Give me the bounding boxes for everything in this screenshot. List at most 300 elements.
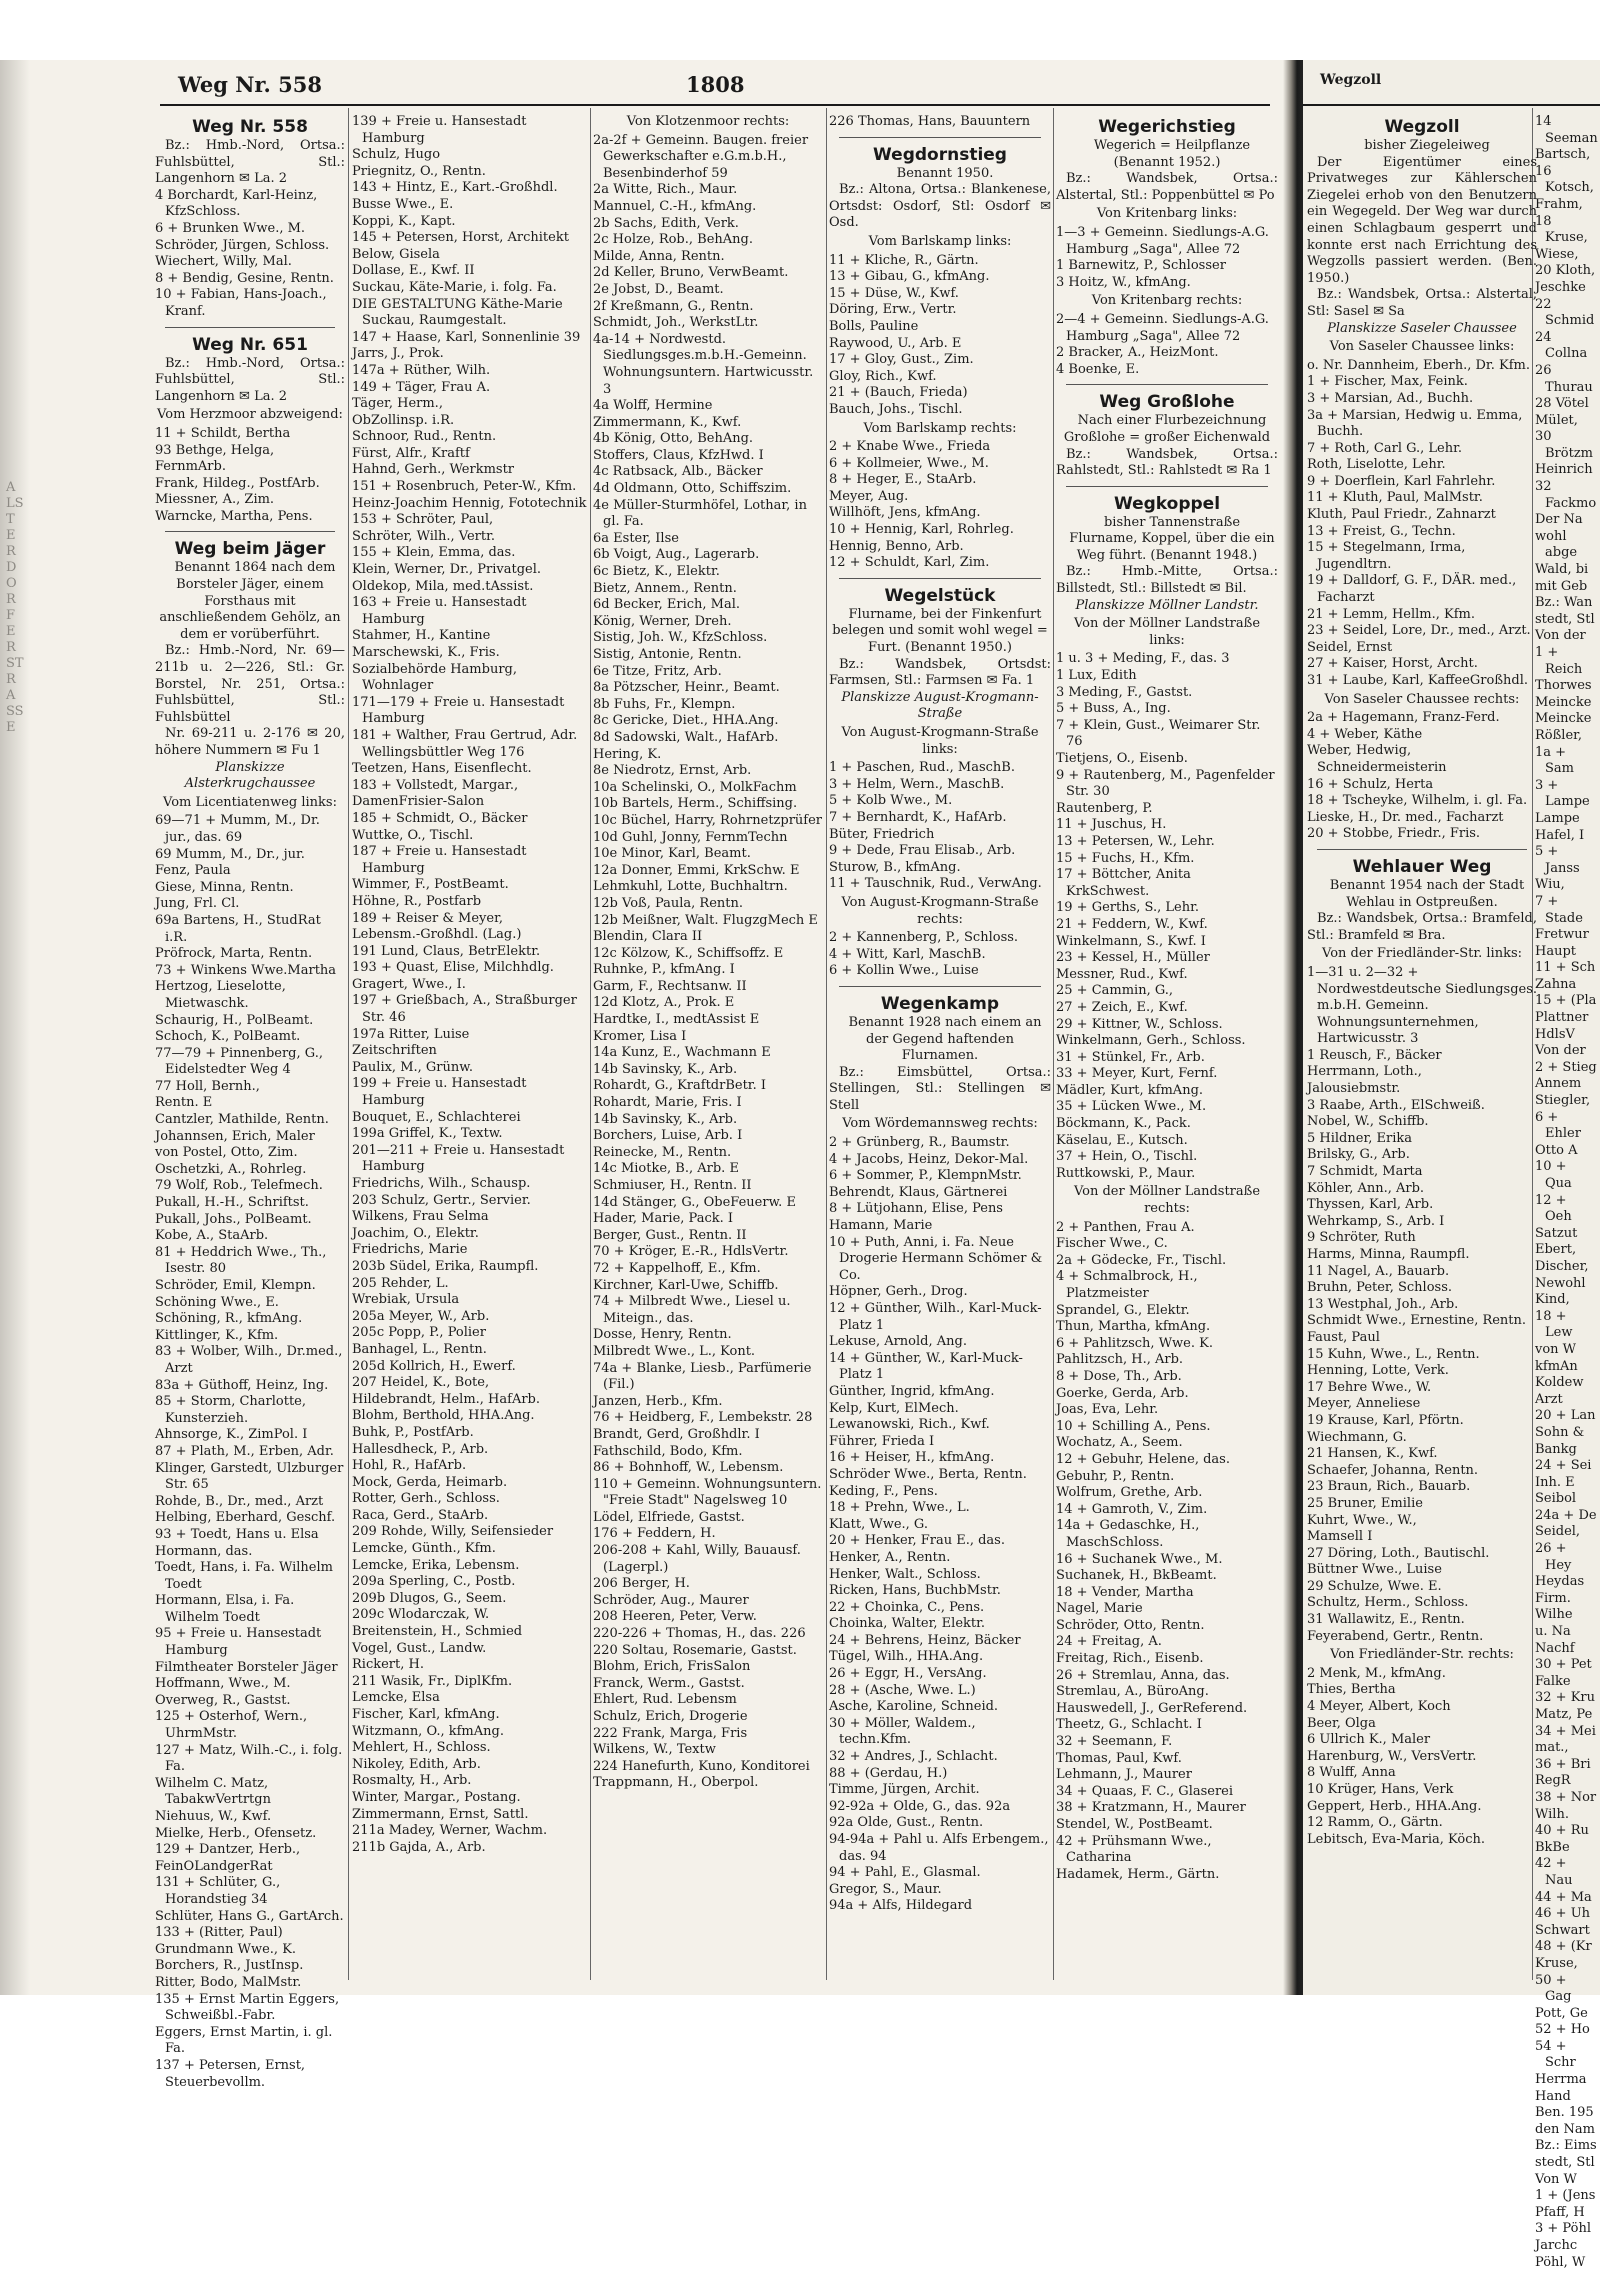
resident-entry: 18 + Vender, Martha xyxy=(1056,1584,1194,1600)
section-divider xyxy=(839,986,1041,987)
resident-entry: 14b Savinsky, K., Arb. xyxy=(593,1061,738,1077)
resident-entry: Tietjens, O., Eisenb. xyxy=(1056,751,1188,766)
resident-entry: 8 + Lütjohann, Elise, Pens xyxy=(829,1201,1003,1217)
resident-entry: Feyerabend, Gertr., Rentn. xyxy=(1307,1628,1484,1644)
resident-entry: 10 + Qua xyxy=(1535,1159,1572,1191)
resident-entry: 25 Bruner, Emilie xyxy=(1307,1495,1423,1511)
resident-entry: 2a-2f + Gemeinn. Baugen. freier Gewerkschafter e.G.m.b.H., Besenbinderhof 59 xyxy=(593,132,809,181)
resident-entry: 16 + Schulz, Herta xyxy=(1307,776,1434,792)
resident-entry: Banhagel, L., Rentn. xyxy=(352,1341,487,1357)
resident-entry: 32 Fackmo xyxy=(1535,479,1597,511)
resident-entry: 1 Barnewitz, P., Schlosser xyxy=(1056,258,1226,274)
street-intro: Bz.: Wandsbek, Ortsa.: Alstertal, Stl: Sasel ✉ Sa xyxy=(1307,287,1537,319)
resident-entry: 197 + Grießbach, A., Straßburger Str. 46 xyxy=(352,993,577,1026)
resident-entry: Bz.: Eims xyxy=(1535,2138,1597,2154)
resident-entry: Pröfrock, Marta, Rentn. xyxy=(155,946,313,962)
resident-entry: 27 + Zeich, E., Kwf. xyxy=(1056,999,1188,1015)
resident-entry: 3 Hoitz, W., kfmAng. xyxy=(1056,274,1191,290)
resident-list xyxy=(593,114,823,1792)
resident-entry: Gregor, S., Maur. xyxy=(829,1881,942,1897)
resident-entry: Hormann, Elsa, i. Fa. Wilhelm Toedt xyxy=(155,1593,295,1625)
resident-entry: 4 + Witt, Karl, MaschB. xyxy=(829,946,986,962)
resident-entry: 4b König, Otto, BehAng. xyxy=(593,431,754,447)
resident-entry: 10 Krüger, Hans, Verk xyxy=(1307,1782,1454,1797)
resident-entry: 12 + Schuldt, Karl, Zim. xyxy=(829,555,990,571)
resident-entry: Janzen, Herb., Kfm. xyxy=(593,1393,723,1409)
resident-list xyxy=(1056,206,1278,378)
resident-entry: 139 + Freie u. Hansestadt Hamburg xyxy=(352,114,527,146)
running-head-left: Weg Nr. 558 xyxy=(178,72,323,97)
resident-entry: Mület, xyxy=(1535,412,1578,428)
resident-entry: Freitag, Rich., Eisenb. xyxy=(1056,1651,1204,1667)
resident-entry: 4 Meyer, Albert, Koch xyxy=(1307,1699,1451,1715)
street-heading: Wehlauer Weg xyxy=(1352,856,1492,877)
resident-entry: Thun, Martha, kfmAng. xyxy=(1056,1319,1211,1335)
resident-entry: Herrmann, Loth., xyxy=(1307,1064,1422,1080)
resident-entry: Asche, Karoline, Schneid. xyxy=(829,1699,999,1715)
resident-entry: 87 + Plath, M., Erben, Adr. xyxy=(155,1443,334,1459)
resident-entry: Lemcke, Günth., Kfm. xyxy=(352,1541,496,1557)
resident-entry: 2a Witte, Rich., Maur. xyxy=(593,182,738,198)
resident-entry: 11 + Schildt, Bertha xyxy=(155,425,291,441)
resident-entry: Miessner, A., Zim. xyxy=(155,492,275,508)
resident-entry: 12c Kölzow, K., Schiffsoffz. E xyxy=(593,945,784,961)
resident-entry: Klein, Werner, Dr., Privatgel. xyxy=(352,562,542,578)
resident-entry: Kruse, xyxy=(1535,1955,1578,1971)
resident-entry: 12a Donner, Emmi, KrkSchw. E xyxy=(593,862,800,878)
resident-entry: Heydas xyxy=(1535,1574,1585,1590)
resident-entry: Herrma xyxy=(1535,2072,1587,2088)
resident-entry: Winkelmann, S., Kwf. I xyxy=(1056,933,1206,949)
resident-entry: Hohl, R., HafArb. xyxy=(352,1458,467,1474)
resident-entry: 16 + Suchanek Wwe., M. xyxy=(1056,1551,1223,1567)
resident-entry: Mannuel, C.-H., kfmAng. xyxy=(593,198,757,214)
resident-entry: 8 + Bendig, Gesine, Rentn. xyxy=(155,270,334,286)
resident-entry: 133 + (Ritter, Paul) xyxy=(155,1925,283,1941)
resident-entry: Lehmkuhl, Lotte, Buchhaltrn. xyxy=(593,879,788,895)
resident-entry: 171—179 + Freie u. Hansestadt Hamburg xyxy=(352,694,565,727)
resident-entry: 44 + Ma xyxy=(1535,1889,1592,1905)
resident-entry: 6 Ullrich K., Maler xyxy=(1307,1732,1431,1748)
street-intro: Bz.: Hmb.-Nord, Ortsa.: Fuhlsbüttel, Stl.: Langenhorn ✉ La. 2 xyxy=(155,355,345,404)
street-section xyxy=(829,114,1051,138)
resident-entry: 2 + Kannenberg, P., Schloss. xyxy=(829,930,1019,946)
resident-entry: Bauch, Johs., Tischl. xyxy=(829,401,963,417)
resident-entry: Firm. xyxy=(1535,1590,1571,1606)
column-5 xyxy=(1056,112,1278,1982)
resident-entry: 5 + Janss xyxy=(1535,844,1580,876)
resident-entry: Von der xyxy=(1535,628,1586,644)
resident-entry: Pfaff, H xyxy=(1535,2204,1585,2220)
resident-entry: Nachf xyxy=(1535,1640,1575,1656)
resident-entry: Stahmer, H., Kantine xyxy=(352,628,491,644)
resident-entry: Lampe xyxy=(1535,810,1580,826)
resident-entry: Schlüter, Hans G., GartArch. xyxy=(155,1908,344,1924)
resident-entry: Witzmann, O., kfmAng. xyxy=(352,1723,504,1739)
resident-entry: 18 + Tscheyke, Wilhelm, i. gl. Fa. xyxy=(1307,793,1528,809)
resident-entry: 26 + Stremlau, Anna, das. xyxy=(1056,1667,1230,1683)
resident-entry: 4d Oldmann, Otto, Schiffszim. xyxy=(593,481,792,497)
street-intro: Bz.: Wandsbek, Ortsa.: Bramfeld, Stl.: Bramfeld ✉ Bra. xyxy=(1307,911,1537,943)
resident-entry: Beer, Olga xyxy=(1307,1715,1376,1731)
resident-entry: Schmidt Wwe., Ernestine, Rentn. xyxy=(1307,1313,1527,1329)
resident-entry: Hoffmann, Wwe., M. xyxy=(155,1676,291,1692)
resident-entry: Döring, Erw., Vertr. xyxy=(829,302,957,318)
resident-entry: 69—71 + Mumm, M., Dr. jur., das. 69 xyxy=(155,813,320,845)
street-section xyxy=(155,116,345,328)
resident-entry: Rickert, H. xyxy=(352,1657,424,1673)
resident-entry: 15 + (Pla xyxy=(1535,993,1597,1009)
resident-entry: 21 + Lemm, Hellm., Kfm. xyxy=(1307,606,1475,622)
resident-entry: Sistig, Antonie, Rentn. xyxy=(593,647,742,662)
resident-entry: Inh. E xyxy=(1535,1474,1575,1490)
resident-entry: 12 Ramm, O., Gärtn. xyxy=(1307,1815,1443,1831)
street-heading: Wegelstück xyxy=(884,585,996,606)
resident-entry: Suckau, Käte-Marie, i. folg. Fa. xyxy=(352,279,557,295)
resident-entry: Wolfrum, Grethe, Arb. xyxy=(1056,1485,1203,1501)
resident-entry: 38 + Nor xyxy=(1535,1789,1597,1805)
street-intro: bisher Ziegeleiweg xyxy=(1364,138,1490,153)
resident-entry: 77 Holl, Bernh., xyxy=(155,1078,260,1094)
street-intro: Flurname, bei der Finkenfurt belegen und somit wohl wegel = Furt. (Benannt 1950.) xyxy=(832,606,1048,656)
resident-entry: Mädler, Kurt, kfmAng. xyxy=(1056,1082,1204,1098)
resident-entry: 4 Boenke, E. xyxy=(1056,361,1140,377)
left-margin-marks: ALSTERDORFERSTRASSE xyxy=(6,480,24,735)
resident-entry: 37 + Hein, O., Tischl. xyxy=(1056,1149,1198,1165)
resident-entry: Roth, Liselotte, Lehr. xyxy=(1307,457,1446,473)
resident-entry: 11 + Juschus, H. xyxy=(1056,817,1167,833)
resident-entry: 10a Schelinski, O., MolkFachm xyxy=(593,779,797,795)
resident-entry: 163 + Freie u. Hansestadt Hamburg xyxy=(352,595,527,627)
resident-entry: Käselau, E., Kutsch. xyxy=(1056,1132,1188,1148)
resident-entry: BkBe xyxy=(1535,1839,1570,1855)
resident-entry: Stremlau, A., BüroAng. xyxy=(1056,1684,1209,1700)
resident-entry: 19 + Gerths, S., Lehr. xyxy=(1056,900,1199,916)
column-rule xyxy=(590,108,591,1980)
resident-entry: Köhler, Ann., Arb. xyxy=(1307,1180,1425,1196)
resident-entry: 129 + Dantzer, Herb., xyxy=(155,1842,301,1858)
resident-entry: 48 + (Kr xyxy=(1535,1939,1592,1955)
resident-entry: Von der xyxy=(1535,1043,1586,1059)
street-heading: Weg Großlohe xyxy=(1099,392,1235,413)
direction-heading: Von der Friedländer-Str. links: xyxy=(1322,946,1522,962)
resident-entry: 30 + Pet xyxy=(1535,1657,1592,1673)
resident-entry: Schoch, K., PolBeamt. xyxy=(155,1029,301,1045)
resident-entry: 3 + Lampe xyxy=(1535,777,1590,810)
resident-list xyxy=(155,407,345,525)
direction-heading: Planskizze Alsterkrugchaussee xyxy=(184,759,316,792)
resident-entry: Buhk, P., PostfArb. xyxy=(352,1424,474,1440)
resident-entry: 18 Kruse, xyxy=(1535,213,1588,246)
resident-entry: Hadamek, Herm., Gärtn. xyxy=(1056,1866,1220,1882)
resident-entry: 12b Voß, Paula, Rentn. xyxy=(593,895,744,911)
resident-entry: Wiechmann, G. xyxy=(1307,1429,1407,1445)
resident-entry: Stendel, W., PostBeamt. xyxy=(1056,1817,1213,1832)
street-intro: Der Eigentümer eines Privatweges zur Kählerschen Ziegelei erhob von den Benutzern ein Wegegeld. Der Weg war durch einen Schlagbaum gesperrt und konnte erst nach Errichtung des Wegzolls passiert werden. (Ben. 1950.) xyxy=(1307,154,1537,286)
resident-entry: 92a Olde, Gust., Rentn. xyxy=(829,1815,984,1831)
resident-entry: 32 + Andres, J., Schlacht. xyxy=(829,1749,998,1765)
resident-entry: Otto A xyxy=(1535,1142,1578,1158)
resident-entry: 12 + Oeh xyxy=(1535,1192,1572,1225)
resident-entry: Pukall, H.-H., Schriftst. xyxy=(155,1195,309,1211)
resident-entry: 6b Voigt, Aug., Lagerarb. xyxy=(593,547,760,563)
resident-entry: Tügel, Wilh., HHA.Ang. xyxy=(829,1649,984,1665)
resident-entry: Suchanek, H., BkBeamt. xyxy=(1056,1568,1217,1584)
resident-entry: Thorwes xyxy=(1535,678,1592,694)
resident-entry: 8b Fuhs, Fr., Klempn. xyxy=(593,696,736,712)
direction-heading: Von Saseler Chaussee rechts: xyxy=(1324,691,1520,707)
resident-entry: 2a + Gödecke, Fr., Tischl. xyxy=(1056,1252,1227,1268)
resident-entry: 24 + Sei xyxy=(1535,1458,1592,1474)
resident-entry: 147a + Rüther, Wilh. xyxy=(352,362,491,378)
column-7 xyxy=(1535,112,1598,2270)
resident-entry: Rosmalty, H., Arb. xyxy=(352,1773,472,1789)
resident-entry: Henker, A., Rentn. xyxy=(829,1549,951,1565)
section-divider xyxy=(1317,849,1527,850)
resident-entry: 205d Kollrich, H., Ewerf. xyxy=(352,1358,516,1374)
resident-entry: 208 Heeren, Peter, Verw. xyxy=(593,1609,757,1625)
resident-entry: 7 Schmidt, Marta xyxy=(1307,1164,1423,1180)
resident-entry: Schaefer, Johanna, Rentn. xyxy=(1307,1462,1479,1478)
resident-entry: Hormann, das. xyxy=(155,1543,253,1559)
resident-entry: Schmidt, Joh., WerkstLtr. xyxy=(593,315,759,331)
resident-entry: 15 + Stegelmann, Irma, Jugendltrn. xyxy=(1307,540,1466,572)
resident-entry: Vogel, Gust., Landw. xyxy=(352,1640,487,1656)
resident-entry: Brandt, Gerd, Großhdlr. I xyxy=(593,1426,760,1442)
resident-entry: Stoffers, Claus, KfzHwd. I xyxy=(593,447,764,463)
resident-entry: Joas, Eva, Lehr. xyxy=(1056,1402,1159,1418)
resident-entry: Pöhl, W xyxy=(1535,2254,1586,2270)
resident-entry: Overweg, R., Gastst. xyxy=(155,1692,291,1708)
resident-entry: den Nam xyxy=(1535,2121,1595,2137)
resident-entry: Böckmann, K., Pack. xyxy=(1056,1116,1191,1132)
resident-entry: Heinz-Joachim Hennig, Fototechnik xyxy=(352,495,587,511)
resident-entry: Lebitsch, Eva-Maria, Köch. xyxy=(1307,1831,1486,1847)
resident-entry: Heinrich xyxy=(1535,462,1593,478)
resident-entry: 3 + Pöhl xyxy=(1535,2221,1592,2237)
resident-entry: stedt, Stl xyxy=(1535,611,1595,627)
resident-entry: 6d Becker, Erich, Mal. xyxy=(593,597,741,613)
resident-entry: 211b Gajda, A., Arb. xyxy=(352,1839,486,1855)
resident-entry: Mehlert, H., Schloss. xyxy=(352,1740,491,1756)
resident-entry: Ruttkowski, P., Maur. xyxy=(1056,1165,1196,1181)
column-1 xyxy=(155,112,345,2090)
resident-entry: König, Werner, Dreh. xyxy=(593,613,732,629)
resident-entry: 77—79 + Pinnenberg, G., Eidelstedter Weg 4 xyxy=(155,1045,323,1078)
resident-entry: Sistig, Joh. W., KfzSchloss. xyxy=(593,630,768,646)
resident-entry: Ebert, xyxy=(1535,1242,1577,1258)
street-section xyxy=(1535,114,1597,2271)
resident-entry: 14b Savinsky, K., Arb. xyxy=(593,1111,738,1127)
resident-entry: 20 + Lan xyxy=(1535,1408,1596,1424)
resident-entry: Fischer Wwe., C. xyxy=(1056,1236,1168,1252)
street-section xyxy=(352,114,587,1856)
resident-entry: Pahlitzsch, H., Arb. xyxy=(1056,1352,1184,1368)
resident-entry: RegR xyxy=(1535,1773,1571,1789)
resident-entry: 74 + Milbredt Wwe., Liesel u. Miteign., das. xyxy=(593,1294,791,1326)
street-section xyxy=(593,114,823,1792)
resident-entry: Schröder, Otto, Rentn. xyxy=(1056,1617,1205,1633)
resident-entry: Harenburg, W., VersVertr. xyxy=(1307,1748,1477,1764)
resident-entry: Milbredt Wwe., L., Kont. xyxy=(593,1343,756,1359)
resident-entry: Winkelmann, Gerh., Schloss. xyxy=(1056,1033,1246,1049)
page-number: 1808 xyxy=(686,72,745,97)
resident-entry: Satzut xyxy=(1535,1225,1578,1241)
resident-entry: Büttner Wwe., Luise xyxy=(1307,1562,1442,1578)
resident-entry: Büter, Friedrich xyxy=(829,826,935,842)
resident-entry: 17 Behre Wwe., W. xyxy=(1307,1379,1432,1395)
resident-entry: 27 Döring, Loth., Bautischl. xyxy=(1307,1545,1490,1561)
resident-entry: Kittlinger, K., Kfm. xyxy=(155,1327,279,1343)
resident-entry: Jeschke xyxy=(1535,279,1586,295)
resident-entry: 209b Dlugos, G., Seem. xyxy=(352,1590,507,1606)
resident-entry: Arzt xyxy=(1535,1391,1563,1407)
resident-entry: Schröder, Emil, Klempn. xyxy=(155,1278,316,1293)
resident-entry: stedt, Stl xyxy=(1535,2155,1595,2171)
resident-entry: 1 + (Jens xyxy=(1535,2188,1596,2204)
resident-entry: Henker, Walt., Schloss. xyxy=(829,1566,981,1582)
street-intro: Nr. 69-211 u. 2-176 ✉ 20, höhere Nummern ✉ Fu 1 xyxy=(155,726,345,758)
resident-entry: 203b Südel, Erika, Raumpfl. xyxy=(352,1258,539,1274)
resident-entry: 137 + Petersen, Ernst, Steuerbevollm. xyxy=(155,2057,306,2090)
resident-entry: 32 + Kru xyxy=(1535,1690,1595,1706)
resident-entry: 206 Berger, H. xyxy=(593,1576,690,1592)
resident-entry: Jarchc xyxy=(1535,2238,1578,2253)
resident-entry: 42 + Prühsmann Wwe., Catharina xyxy=(1056,1833,1212,1866)
resident-entry: Thyssen, Karl, Arb. xyxy=(1307,1197,1434,1213)
resident-entry: 81 + Heddrich Wwe., Th., Isestr. 80 xyxy=(155,1244,327,1277)
resident-entry: Pott, Ge xyxy=(1535,2005,1588,2021)
resident-entry: 2c Holze, Rob., BehAng. xyxy=(593,232,753,248)
resident-entry: Sturow, B., kfmAng. xyxy=(829,859,961,875)
resident-entry: Jalousiebmstr. xyxy=(1307,1081,1401,1097)
column-6 xyxy=(1307,112,1537,1982)
resident-entry: 19 + Dalldorf, G. F., DÄR. med., Facharzt xyxy=(1307,573,1517,606)
resident-entry: Raywood, U., Arb. E xyxy=(829,335,962,351)
column-rule xyxy=(348,108,349,1980)
resident-list xyxy=(829,234,1051,572)
resident-entry: Fürst, Alfr., Kraftf xyxy=(352,445,470,461)
resident-entry: 4a-14 + Nordwestd. Siedlungsges.m.b.H.-Gemeinn. Wohnungsuntern. Hartwicusstr. 3 xyxy=(593,331,814,397)
resident-entry: Choinka, Walter, Elektr. xyxy=(829,1616,986,1632)
resident-list xyxy=(1535,114,1597,2271)
resident-entry: Blohm, Berthold, HHA.Ang. xyxy=(352,1408,535,1424)
resident-entry: Stiegler, xyxy=(1535,1093,1591,1109)
resident-entry: Ben. 195 xyxy=(1535,2105,1594,2121)
resident-entry: 201—211 + Freie u. Hansestadt Hamburg xyxy=(352,1142,565,1175)
street-heading: Wegerichstieg xyxy=(1098,117,1236,137)
resident-entry: 2b Sachs, Edith, Verk. xyxy=(593,215,739,231)
resident-entry: Schmiuser, H., Rentn. II xyxy=(593,1178,752,1193)
resident-entry: 21 + Feddern, W., Kwf. xyxy=(1056,916,1208,932)
resident-entry: Rohardt, G., KraftdrBetr. I xyxy=(593,1078,766,1094)
resident-entry: Von W xyxy=(1535,2171,1577,2187)
resident-entry: 24 Collna xyxy=(1535,329,1588,362)
resident-entry: 220 Soltau, Rosemarie, Gastst. xyxy=(593,1642,797,1658)
resident-entry: 15 Kuhn, Wwe., L., Rentn. xyxy=(1307,1346,1480,1362)
resident-entry: 8c Gericke, Diet., HHA.Ang. xyxy=(593,713,779,729)
resident-entry: 8d Sadowski, Walt., HafArb. xyxy=(593,729,779,745)
resident-entry: Hafel, I xyxy=(1535,827,1585,843)
street-heading: Wegdornstieg xyxy=(873,144,1007,165)
resident-entry: Hardtke, I., medtAssist E xyxy=(593,1012,760,1028)
resident-entry: Milde, Anna, Rentn. xyxy=(593,248,725,264)
resident-entry: Raca, Gerd., StaArb. xyxy=(352,1507,489,1523)
resident-entry: Meyer, Aug. xyxy=(829,488,909,504)
street-intro: Planskizze Saseler Chaussee xyxy=(1327,320,1517,336)
resident-entry: 10 + Puth, Anni, i. Fa. Neue Drogerie Hermann Schömer & Co. xyxy=(829,1234,1043,1283)
resident-entry: Geppert, Herb., HHA.Ang. xyxy=(1307,1798,1482,1814)
street-intro: Planskizze Möllner Landstr. xyxy=(1075,597,1259,613)
resident-entry: 69 Mumm, M., Dr., jur. xyxy=(155,846,305,862)
resident-entry: Kluth, Paul Friedr., Zahnarzt xyxy=(1307,507,1496,523)
resident-entry: 31 + Stünkel, Fr., Arb. xyxy=(1056,1049,1205,1065)
resident-entry: Harms, Minna, Raumpfl. xyxy=(1307,1247,1470,1262)
resident-entry: Haupt xyxy=(1535,943,1577,959)
resident-entry: Breitenstein, H., Schmied xyxy=(352,1624,523,1640)
resident-entry: Franck, Werm., Gastst. xyxy=(593,1675,745,1691)
resident-entry: 10 + Schilling A., Pens. xyxy=(1056,1418,1211,1434)
resident-entry: 185 + Schmidt, O., Bäcker xyxy=(352,810,528,826)
resident-entry: 1a + Sam xyxy=(1535,744,1574,777)
street-intro: Nach einer Flurbezeichnung Großlohe = großer Eichenwald xyxy=(1063,413,1271,445)
resident-entry: 2 + Panthen, Frau A. xyxy=(1056,1219,1195,1235)
resident-entry: Filmtheater Borsteler Jäger xyxy=(155,1659,338,1675)
resident-entry: 2—4 + Gemeinn. Siedlungs-A.G. Hamburg „Saga", Allee 72 xyxy=(1056,311,1269,344)
resident-entry: Hallesdheck, P., Arb. xyxy=(352,1441,489,1457)
resident-entry: Täger, Herm., xyxy=(352,396,443,412)
resident-entry: Toedt, Hans, i. Fa. Wilhelm Toedt xyxy=(155,1560,333,1592)
resident-entry: 23 + Kessel, H., Müller xyxy=(1056,950,1210,966)
resident-entry: 85 + Storm, Charlotte, Kunsterzieh. xyxy=(155,1394,307,1426)
resident-entry: 8e Niedrotz, Ernst, Arb. xyxy=(593,763,752,779)
resident-entry: 3a + Marsian, Hedwig u. Emma, Buchh. xyxy=(1307,407,1523,440)
resident-entry: Dosse, Henry, Rentn. xyxy=(593,1327,732,1343)
resident-entry: Priegnitz, O., Rentn. xyxy=(352,163,486,179)
resident-entry: 209a Sperling, C., Postb. xyxy=(352,1574,516,1590)
resident-entry: Henning, Lotte, Verk. xyxy=(1307,1363,1449,1379)
resident-list xyxy=(155,188,345,321)
resident-entry: 19 Krause, Karl, Pförtn. xyxy=(1307,1412,1464,1428)
resident-entry: Grundmann Wwe., K. xyxy=(155,1941,297,1957)
resident-entry: 153 + Schröter, Paul, xyxy=(352,512,494,528)
resident-entry: Brilsky, G., Arb. xyxy=(1307,1147,1410,1163)
resident-entry: Gebuhr, P., Rentn. xyxy=(1056,1468,1175,1484)
resident-entry: 1—31 u. 2—32 + Nordwestdeutsche Siedlungsges. m.b.H. Gemeinn. Wohnungsunternehmen, Hartwicusstr. 3 xyxy=(1307,964,1538,1047)
direction-heading: Vom Barlskamp links: xyxy=(868,233,1012,249)
resident-entry: 151 + Rosenbruch, Peter-W., Kfm. xyxy=(352,479,577,495)
resident-entry: Seidel, Ernst xyxy=(1307,639,1393,655)
resident-entry: 93 Bethge, Helga, xyxy=(155,442,275,458)
resident-entry: 7 + Roth, Carl G., Lehr. xyxy=(1307,440,1463,456)
resident-entry: Bruhn, Peter, Schloss. xyxy=(1307,1280,1452,1296)
section-divider xyxy=(165,531,335,532)
resident-entry: 30 + Möller, Waldem., techn.Kfm. xyxy=(829,1715,976,1748)
resident-entry: 6 + Pahlitzsch, Wwe. K. xyxy=(1056,1335,1213,1351)
resident-entry: Wiese, xyxy=(1535,246,1579,262)
resident-entry: 8 + Heger, E., StaArb. xyxy=(829,472,977,488)
resident-entry: Falke xyxy=(1535,1673,1571,1689)
resident-entry: Meincke xyxy=(1535,711,1592,727)
resident-entry: 2 Menk, M., kfmAng. xyxy=(1307,1665,1446,1681)
resident-entry: Wuttke, O., Tischl. xyxy=(352,827,474,843)
resident-entry: Schröder, Jürgen, Schloss. xyxy=(155,237,330,253)
resident-entry: 2 Bracker, A., HeizMont. xyxy=(1056,345,1219,361)
resident-entry: 14a Kunz, E., Wachmann E xyxy=(593,1045,771,1061)
resident-entry: 2 + Grünberg, R., Baumstr. xyxy=(829,1135,1010,1151)
resident-entry: 54 + Schr xyxy=(1535,2038,1576,2071)
resident-entry: 94-94a + Pahl u. Alfs Erbengem., das. 94 xyxy=(829,1832,1049,1864)
